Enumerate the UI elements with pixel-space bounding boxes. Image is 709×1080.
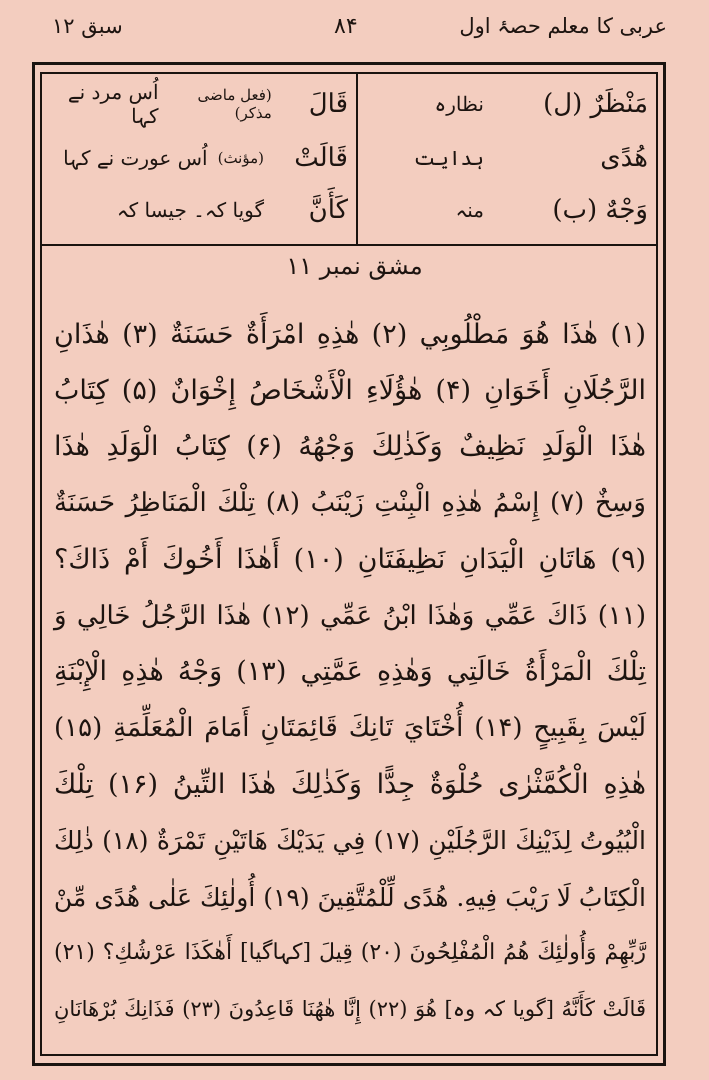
exercise-line: لَيْسَ بِقَبِيحٍ (۱۴) أُخْتَايَ تَانِكَ قَائِمَتَانِ أَمَامَ الْمُعَلِّمَةِ (۱۵) (54, 713, 647, 744)
exercise-line: (۱۱) ذَاكَ عَمِّي وَهٰذَا ابْنُ عَمِّي (۱۲) هٰذَا الرَّجُلُ خَالِي وَ (54, 600, 646, 631)
vocab-row (48, 134, 348, 182)
vocab-row (48, 186, 348, 234)
vocab-arabic: كَأَنَّ (308, 195, 348, 225)
vocab-note: (مؤنث) (217, 149, 264, 167)
vocabulary-table (40, 72, 658, 246)
vocab-urdu: منہ (455, 198, 484, 222)
vocab-arabic: وَجْهٌ (ب) (552, 195, 648, 225)
exercise-line: هٰذِهِ الْكُمَّثْرٰى حُلْوَةٌ جِدًّا وَكَذٰلِكَ هٰذَا التِّينُ (۱۶) تِلْكَ (54, 769, 647, 801)
exercise-line: (۹) هَاتَانِ الْيَدَانِ نَظِيفَتَانِ (۱۰) أَهٰذَا أَخُوكَ أَمْ ذَاكَ؟ (54, 543, 646, 575)
page-number: ۸۴ (334, 14, 358, 39)
exercise-line: قَالَتْ كَأَنَّهُ [گویا کہ وہ] هُوَ (۲۲) إِنَّا هٰهُنَا قَاعِدُونَ (۲۳) فَذَانِكَ بُرْهَانَانِ (54, 997, 646, 1022)
vocab-row (48, 80, 348, 128)
exercise-line: تِلْكَ الْمَرْأَةُ خَالَتِي وَهٰذِهِ عَمَّتِي (۱۳) وَجْهُ هٰذِهِ الْإِبْنَةِ (54, 656, 646, 688)
exercise-text (54, 306, 646, 1038)
vocab-row (358, 134, 658, 182)
vocab-urdu: نظارہ (434, 92, 484, 116)
page-header (0, 14, 709, 54)
vocab-arabic: هُدًى (600, 143, 648, 173)
vocab-urdu: گویا کہ۔ جیسا کہ (116, 198, 264, 222)
exercise-line: (۱) هٰذَا هُوَ مَطْلُوبِي (۲) هٰذِهِ امْرَأَةٌ حَسَنَةٌ (۳) هٰذَانِ (54, 318, 646, 350)
vocab-arabic: قَالَ (308, 89, 348, 119)
exercise-line: الْكِتَابُ لَا رَيْبَ فِيهِ. هُدًى لِّلْمُتَّقِينَ (۱۹) أُولٰئِكَ عَلٰى هُدًى مِّنْ (53, 882, 646, 912)
exercise-line: وَسِخٌ (۷) إِسْمُ هٰذِهِ الْبِنْتِ زَيْنَبُ (۸) تِلْكَ الْمَنَاظِرُ حَسَنَةٌ (54, 488, 646, 519)
lesson-label: سبق ۱۲ (52, 14, 123, 38)
vocab-urdu: ہدایت (413, 146, 484, 170)
vocab-urdu: اُس مرد نے کہا (67, 80, 159, 128)
vocab-urdu: اُس عورت نے کہا (63, 146, 208, 170)
vocab-row (358, 186, 658, 234)
exercise-title: مشق نمبر ۱۱ (286, 252, 423, 280)
exercise-line: هٰذَا الْوَلَدِ نَظِيفٌ وَكَذٰلِكَ وَجْهُهُ (۶) كِتَابُ الْوَلَدِ هٰذَا (54, 431, 646, 463)
exercise-line: الْبُيُوتُ لِذَيْنِكَ الرَّجُلَيْنِ (۱۷) فِي يَدَيْكَ هَاتَيْنِ تَمْرَةٌ (۱۸) ذٰلِكَ (54, 826, 646, 856)
book-title: عربی کا معلم حصۂ اول (459, 14, 667, 38)
vocab-arabic: قَالَتْ (294, 143, 348, 173)
vocab-arabic: مَنْظَرٌ (ل) (543, 89, 648, 119)
exercise-line: الرَّجُلَانِ أَخَوَانِ (۴) هٰؤُلَاءِ الْأَشْخَاصُ إِخْوَانٌ (۵) كِتَابُ (54, 374, 646, 406)
vocab-row (358, 80, 658, 128)
vocab-note: (فعل ماضی مذکر) (197, 86, 272, 122)
exercise-line: رَّبِّهِمْ وَأُولٰئِكَ هُمُ الْمُفْلِحُونَ (۲۰) قِيلَ [کہاگیا] أَهٰكَذَا عَرْشُكِ؟ (۲۱) (54, 940, 646, 966)
